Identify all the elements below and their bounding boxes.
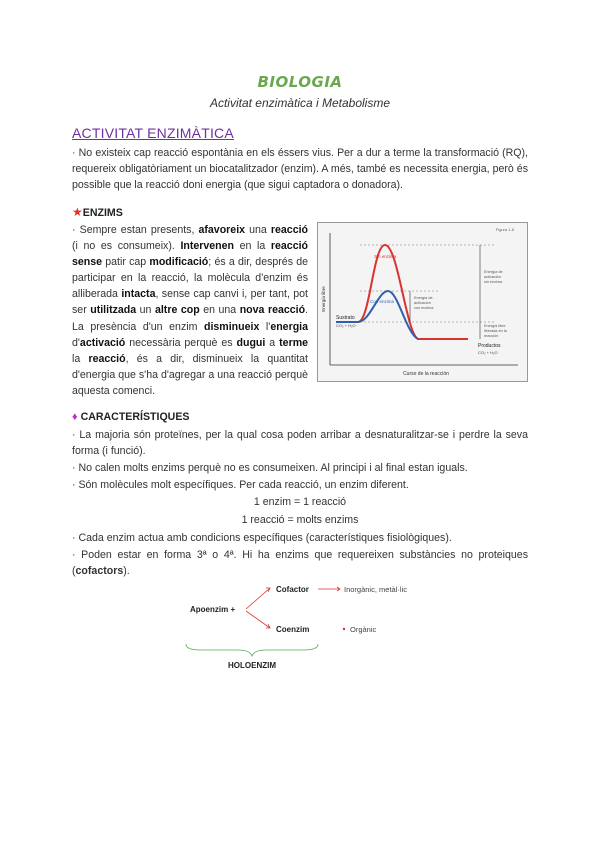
x-axis-label: Curso de la reacción <box>403 371 449 377</box>
annotation-libre: Energía libre liberada en la reacción <box>484 324 507 338</box>
cofactor-label: Cofactor <box>276 585 309 594</box>
label-productos-formula: CO₂ + H₂O <box>478 350 498 355</box>
coenzim-desc: Orgànic <box>350 625 377 634</box>
section-heading: ACTIVITAT ENZIMÀTICA <box>72 125 234 141</box>
holoenzim-brace <box>186 644 318 656</box>
caracteristiques-heading <box>72 411 189 423</box>
list-item: · No calen molts enzims perquè no es consumeixen. Al principi i al final estan iguals. <box>72 462 468 474</box>
enzims-paragraph: · Sempre estan presents, afavoreix una reacció (i no es consumeix). Intervenen en la reacció sense patir cap modificació; és a dir, després de participar en la reacció, la molècula d'enzim és alliberada intacta, sense cap canvi i, per tant, pot ser utilitzada un altre cop en una nova reacció. La presència d'un enzim disminueix l'energia d'activació necessària perquè es dugui a terme la reacció, és a dir, disminueix la quantitat d'energia que s'ha d'agregar a una reacció perquè aquesta comenci. <box>72 224 309 397</box>
enzims-heading <box>72 205 123 219</box>
y-axis-label: Energía libre <box>321 286 326 312</box>
diamond-icon: ♦ <box>72 411 78 423</box>
label-sustrato-formula: CO₂ + H₂O <box>336 323 356 328</box>
branch-up <box>246 588 270 609</box>
label-sin-enzima: Sin enzima <box>374 254 397 259</box>
figure-number: Figura 1-8 <box>495 227 514 232</box>
enzims-heading-label: ENZIMS <box>82 207 123 219</box>
curve-sin-enzima <box>336 245 468 339</box>
coenzim-bullet-icon <box>343 628 345 630</box>
document-title: BIOLOGIA <box>257 73 343 91</box>
annotation-mid: Energía de activación con enzima <box>414 296 434 310</box>
holoenzim-scheme <box>180 576 440 676</box>
coenzim-label: Coenzim <box>276 625 310 634</box>
document-subtitle: Activitat enzimàtica i Metabolisme <box>209 96 391 110</box>
apoenzim-label: Apoenzim + <box>190 605 236 614</box>
branch-down <box>246 611 270 628</box>
list-item: · La majoria són proteïnes, per la qual cosa poden arribar a desnaturalitzar-se i perdre la seva forma (i funció). <box>72 429 528 457</box>
label-productos: Productos <box>478 343 501 349</box>
star-icon: ★ <box>72 205 83 219</box>
label-con-enzima: Con enzima <box>370 299 395 304</box>
list-item: · Són molècules molt específiques. Per cada reacció, un enzim diferent. <box>72 479 409 491</box>
equation-2: 1 reacció = molts enzims <box>241 514 359 526</box>
caracteristiques-heading-label: CARACTERÍSTIQUES <box>80 411 190 423</box>
holoenzim-label: HOLOENZIM <box>228 661 276 670</box>
equation-1: 1 enzim = 1 reacció <box>253 496 347 508</box>
cofactor-desc: Inorgànic, metàl·lic <box>344 585 407 594</box>
list-item-cofactors: · Poden estar en forma 3ª o 4ª. Hi ha enzims que requereixen substàncies no proteiques (cofactors). <box>72 549 528 577</box>
energy-diagram-figure <box>317 222 528 382</box>
energy-diagram <box>318 223 527 381</box>
intro-paragraph: · No existeix cap reacció espontània en els éssers vius. Per a dur a terme la transformació (RQ), requereix obligatòriament un biocatalitzador (enzim). A més, també es necessita energia, però és possible que la reacció doni energia (que sigui captadora o donadora). <box>72 147 528 191</box>
annotation-sin: Energía de activación sin enzima <box>484 270 503 284</box>
list-item: · Cada enzim actua amb condicions específiques (característiques fisiològiques). <box>72 532 452 544</box>
label-sustrato: Sustrato <box>336 315 355 321</box>
